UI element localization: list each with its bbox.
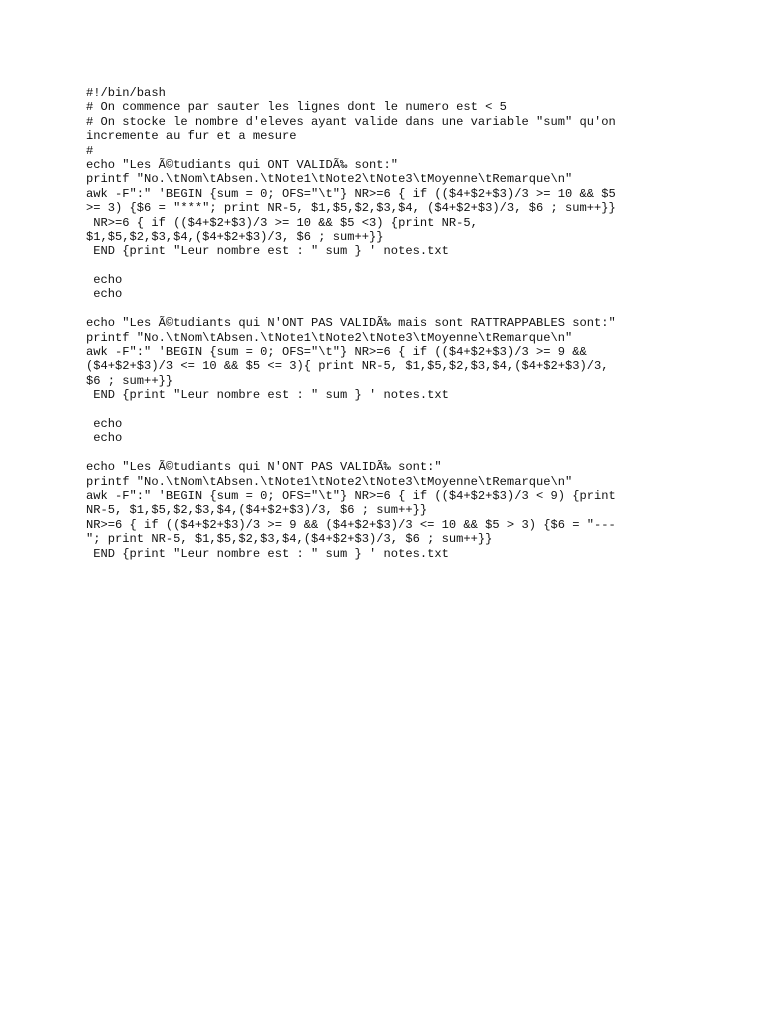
code-line bbox=[86, 302, 686, 316]
code-line: NR>=6 { if (($4+$2+$3)/3 >= 10 && $5 <3) {print NR-5, bbox=[86, 215, 478, 230]
code-line: #!/bin/bash bbox=[86, 86, 166, 100]
code-line: awk -F":" 'BEGIN {sum = 0; OFS="\t"} NR>=6 { if (($4+$2+$3)/3 < 9) {print bbox=[86, 488, 616, 503]
code-line: echo bbox=[86, 273, 123, 288]
code-line: NR-5, $1,$5,$2,$3,$4,($4+$2+$3)/3, $6 ; sum++}} bbox=[86, 503, 428, 518]
code-line bbox=[86, 446, 686, 460]
code-line: ($4+$2+$3)/3 <= 10 && $5 <= 3){ print NR-5, $1,$5,$2,$3,$4,($4+$2+$3)/3, bbox=[86, 359, 609, 374]
code-line: printf "No.\tNom\tAbsen.\tNote1\tNote2\tNote3\tMoyenne\tRemarque\n" bbox=[86, 330, 573, 345]
code-line: awk -F":" 'BEGIN {sum = 0; OFS="\t"} NR>=6 { if (($4+$2+$3)/3 >= 10 && $5 bbox=[86, 186, 616, 201]
code-line: END {print "Leur nombre est : " sum } ' notes.txt bbox=[86, 546, 449, 561]
code-line: echo "Les Ã©tudiants qui N'ONT PAS VALIDÃ‰ mais sont RATTRAPPABLES sont:" bbox=[86, 316, 616, 331]
code-line: END {print "Leur nombre est : " sum } ' notes.txt bbox=[86, 244, 449, 259]
code-line: "; print NR-5, $1,$5,$2,$3,$4,($4+$2+$3)/3, $6 ; sum++}} bbox=[86, 532, 493, 547]
code-line: # On commence par sauter les lignes dont le numero est < 5 bbox=[86, 100, 507, 115]
code-line: awk -F":" 'BEGIN {sum = 0; OFS="\t"} NR>=6 { if (($4+$2+$3)/3 >= 9 && bbox=[86, 345, 587, 360]
code-line: incremente au fur et a mesure bbox=[86, 129, 297, 144]
code-line: $1,$5,$2,$3,$4,($4+$2+$3)/3, $6 ; sum++}} bbox=[86, 229, 384, 244]
code-line: >= 3) {$6 = "***"; print NR-5, $1,$5,$2,$3,$4, ($4+$2+$3)/3, $6 ; sum++}} bbox=[86, 201, 616, 216]
code-line bbox=[86, 403, 686, 417]
code-line: NR>=6 { if (($4+$2+$3)/3 >= 9 && ($4+$2+$3)/3 <= 10 && $5 > 3) {$6 = "--- bbox=[86, 517, 616, 532]
code-line: $6 ; sum++}} bbox=[86, 373, 174, 388]
code-line bbox=[86, 259, 686, 273]
code-line: END {print "Leur nombre est : " sum } ' notes.txt bbox=[86, 388, 449, 403]
code-line: # bbox=[86, 143, 94, 158]
document-page bbox=[86, 86, 686, 561]
code-line: echo bbox=[86, 287, 123, 302]
code-line: # On stocke le nombre d'eleves ayant valide dans une variable "sum" qu'on bbox=[86, 114, 616, 129]
code-line: echo bbox=[86, 416, 123, 431]
code-line: echo bbox=[86, 431, 123, 446]
code-line: echo "Les Ã©tudiants qui N'ONT PAS VALIDÃ‰ sont:" bbox=[86, 460, 442, 475]
code-line: printf "No.\tNom\tAbsen.\tNote1\tNote2\tNote3\tMoyenne\tRemarque\n" bbox=[86, 474, 573, 489]
code-line: echo "Les Ã©tudiants qui ONT VALIDÃ‰ sont:" bbox=[86, 157, 399, 172]
code-line: printf "No.\tNom\tAbsen.\tNote1\tNote2\tNote3\tMoyenne\tRemarque\n" bbox=[86, 172, 573, 187]
